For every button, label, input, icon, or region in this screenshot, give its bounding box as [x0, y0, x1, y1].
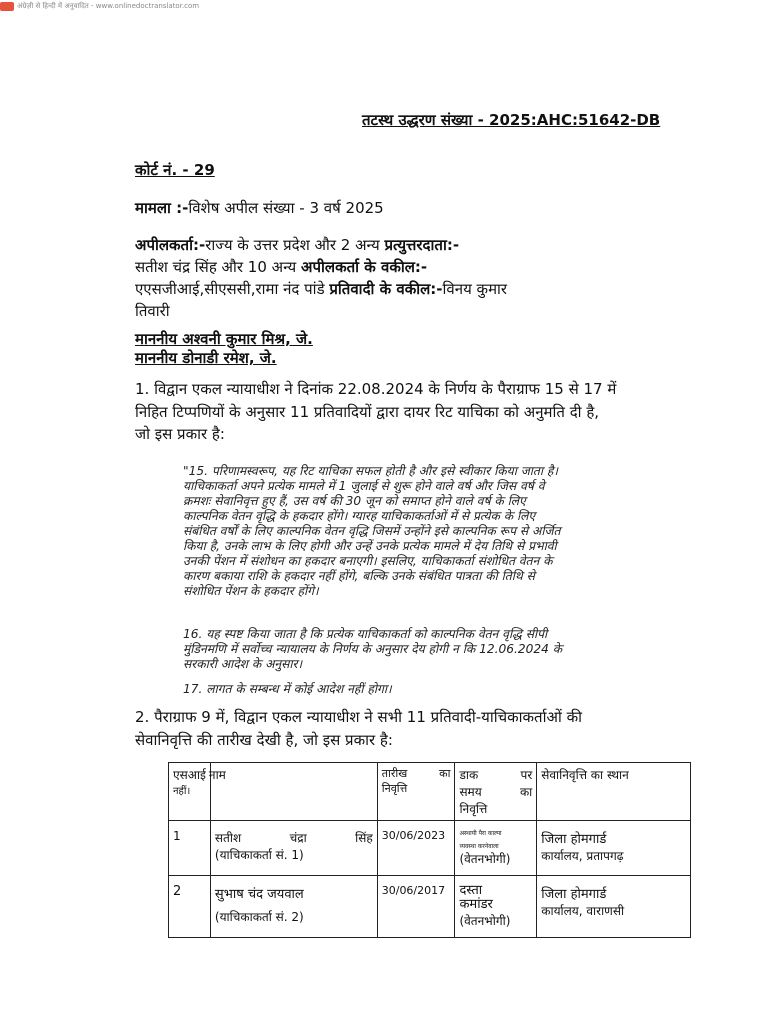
header-post-line1	[459, 766, 532, 783]
quote-line: 16. यह स्पष्ट किया जाता है कि प्रत्येक याचिकाकर्ता को काल्पनिक वेतन वृद्धि सीपी	[183, 627, 548, 641]
row-date: 30/06/2023	[377, 821, 455, 876]
header-date-word: का	[439, 767, 451, 780]
quote-line: संशोधित पेंशन के हकदार होंगे।	[183, 584, 319, 598]
row-name-sub: (याचिकाकर्ता सं. 1)	[214, 848, 304, 862]
parties-line-4: तिवारी	[135, 302, 170, 320]
row-date: 30/06/2017	[377, 876, 455, 938]
header-post-word: का	[519, 785, 533, 799]
header-date	[377, 763, 455, 821]
retirement-table	[168, 762, 691, 938]
para1-line: निहित टिप्पणियों के अनुसार 11 प्रतिवादियों द्वारा दायर रिट याचिका को अनुमति दी है,	[135, 402, 600, 421]
para2-line: सेवानिवृत्ति की तारीख देखी है, जो इस प्रकार है:	[135, 731, 393, 749]
post-small-line: व्यवस्था करनेवाला	[459, 843, 499, 850]
case-value: विशेष अपील संख्या - 3 वर्ष 2025	[188, 199, 384, 217]
row-name-sub: (याचिकाकर्ता सं. 2)	[214, 910, 304, 924]
quote-para-16	[183, 627, 683, 672]
translator-logo-icon	[0, 2, 14, 11]
header-date-line1	[382, 766, 451, 781]
row-post	[455, 821, 537, 876]
para2-line: 2. पैराग्राफ 9 में, विद्वान एकल न्यायाधीश ने सभी 11 प्रतिवादी-याचिकाकर्ताओं की	[135, 708, 582, 726]
row-place	[537, 821, 691, 876]
header-name	[210, 763, 377, 821]
header-post	[455, 763, 537, 821]
respondent-counsel-value: विनय कुमार	[442, 280, 508, 298]
parties-line-3	[135, 278, 615, 300]
respondent-label: प्रत्युत्तरदाता:-	[384, 236, 460, 254]
header-sno	[169, 763, 211, 821]
table-row	[169, 876, 691, 938]
neutral-citation: तटस्थ उद्धरण संख्या - 2025:AHC:51642-DB	[362, 111, 661, 129]
row-name-line	[215, 829, 373, 846]
parties-line-1	[135, 234, 615, 256]
name-word: सिंह	[355, 831, 373, 845]
court-number: कोर्ट नं. - 29	[135, 161, 215, 179]
header-name-text: नाम	[208, 768, 226, 782]
para1-line: जो इस प्रकार है:	[135, 425, 225, 443]
name-word: चंद्रा	[289, 831, 307, 845]
quote-line: मुंडिनमणि में सर्वोच्च न्यायालय के निर्णय के अनुसार देय होगी न कि 12.06.2024 के	[183, 642, 563, 656]
header-post-line3: निवृत्ति	[459, 802, 488, 816]
quote-line: काल्पनिक वेतन वृद्धि के हकदार होंगे। ग्यारह याचिकाकर्ताओं में से प्रत्येक के लिए	[183, 509, 536, 523]
paragraph-1	[135, 378, 695, 446]
judge-2: माननीय डोनाडी रमेश, जे.	[135, 349, 277, 367]
quote-line: क्रमशः सेवानिवृत्त हुए हैं, उस वर्ष की 30 जून को समाप्त होने वाले वर्ष के लिए	[183, 494, 526, 508]
quote-line: किया है, उनके लाभ के लिए होगी और उन्हें उनके प्रत्येक मामले में देय तिथि से प्रभावी	[183, 539, 557, 553]
appellant-label: अपीलकर्ता:-	[135, 236, 206, 254]
quote-line: संबंधित वर्षों के लिए काल्पनिक वेतन वृद्धि जिसमें उन्होंने इसे काल्पनिक रूप से अर्जित	[183, 524, 561, 538]
table-header-row	[169, 763, 691, 821]
table-row	[169, 821, 691, 876]
row-name	[210, 876, 377, 938]
header-post-line2	[459, 783, 532, 800]
quote-para-17: 17. लागत के सम्बन्ध में कोई आदेश नहीं होगा।	[183, 682, 392, 696]
parties-block	[135, 234, 615, 322]
respondent-value: सतीश चंद्र सिंह और 10 अन्य	[135, 258, 302, 276]
row-name	[210, 821, 377, 876]
header-date-line2: निवृत्ति	[381, 782, 408, 795]
row-place	[537, 876, 691, 938]
post-line: दस्ता	[459, 883, 483, 898]
appellant-value: राज्य के उत्तर प्रदेश और 2 अन्य	[205, 236, 385, 254]
post-small-line: अस्थायी पैरा काल्पा	[459, 830, 502, 837]
row-sno: 1	[169, 821, 211, 876]
appellant-counsel-value: एएसजीआई,सीएससी,रामा नंद पांडे	[135, 280, 330, 298]
quote-line: "15. परिणामस्वरूप, यह रिट याचिका सफल होती है और इसे स्वीकार किया जाता है।	[183, 464, 559, 478]
case-label: मामला :-	[135, 199, 189, 217]
banner-text: अंग्रेज़ी से हिन्दी में अनुवादित - www.onlinedoctranslator.com	[17, 1, 200, 10]
name-word: सतीश	[214, 831, 242, 845]
para1-line: 1. विद्वान एकल न्यायाधीश ने दिनांक 22.08.2024 के निर्णय के पैराग्राफ 15 से 17 में	[135, 380, 617, 398]
post-line: (वेतनभोगी)	[459, 914, 511, 928]
header-date-word: तारीख	[381, 767, 408, 780]
place-line: जिला होमगार्ड	[541, 832, 607, 847]
row-name-line: सुभाष चंद जयवाल	[214, 887, 304, 902]
translator-banner	[0, 0, 199, 12]
bench	[135, 330, 313, 368]
place-line: कार्यालय, वाराणसी	[541, 904, 625, 918]
quote-line: याचिकाकर्ता अपने प्रत्येक मामले में 1 जुलाई से शुरू होने वाले वर्ष और जिस वर्ष वे	[183, 479, 545, 493]
header-post-word: पर	[520, 768, 533, 782]
place-line: जिला होमगार्ड	[541, 887, 607, 902]
post-line: कमांडर	[459, 897, 493, 912]
header-post-word: समय	[459, 785, 482, 799]
header-post-word: डाक	[459, 768, 479, 782]
post-main-line: (वेतनभोगी)	[459, 852, 511, 866]
quote-line: सरकारी आदेश के अनुसार।	[183, 657, 303, 671]
paragraph-2	[135, 706, 695, 752]
place-line: कार्यालय, प्रतापगढ़	[541, 849, 624, 863]
row-sno: 2	[169, 876, 211, 938]
respondent-counsel-label: प्रतिवादी के वकील:-	[329, 280, 443, 298]
header-place	[537, 763, 691, 821]
case-line	[135, 198, 384, 218]
quote-line: उनकी पेंशन में संशोधन का हकदार बनाएगी। इसलिए, याचिकाकर्ता संशोधित वेतन के	[183, 554, 553, 568]
quote-line: कारण बकाया राशि के हकदार नहीं होंगे, बल्कि उनके संबंधित पात्रता की तिथि से	[183, 569, 535, 583]
row-post	[455, 876, 537, 938]
header-sno-sub: नहीं।	[173, 786, 191, 797]
parties-line-2	[135, 256, 615, 278]
header-place-text: सेवानिवृत्ति का स्थान	[541, 768, 629, 782]
header-sno-text: एसआई	[173, 768, 206, 782]
quote-para-15	[183, 464, 683, 599]
judge-1: माननीय अश्वनी कुमार मिश्र, जे.	[135, 330, 313, 348]
appellant-counsel-label: अपीलकर्ता के वकील:-	[301, 258, 428, 276]
